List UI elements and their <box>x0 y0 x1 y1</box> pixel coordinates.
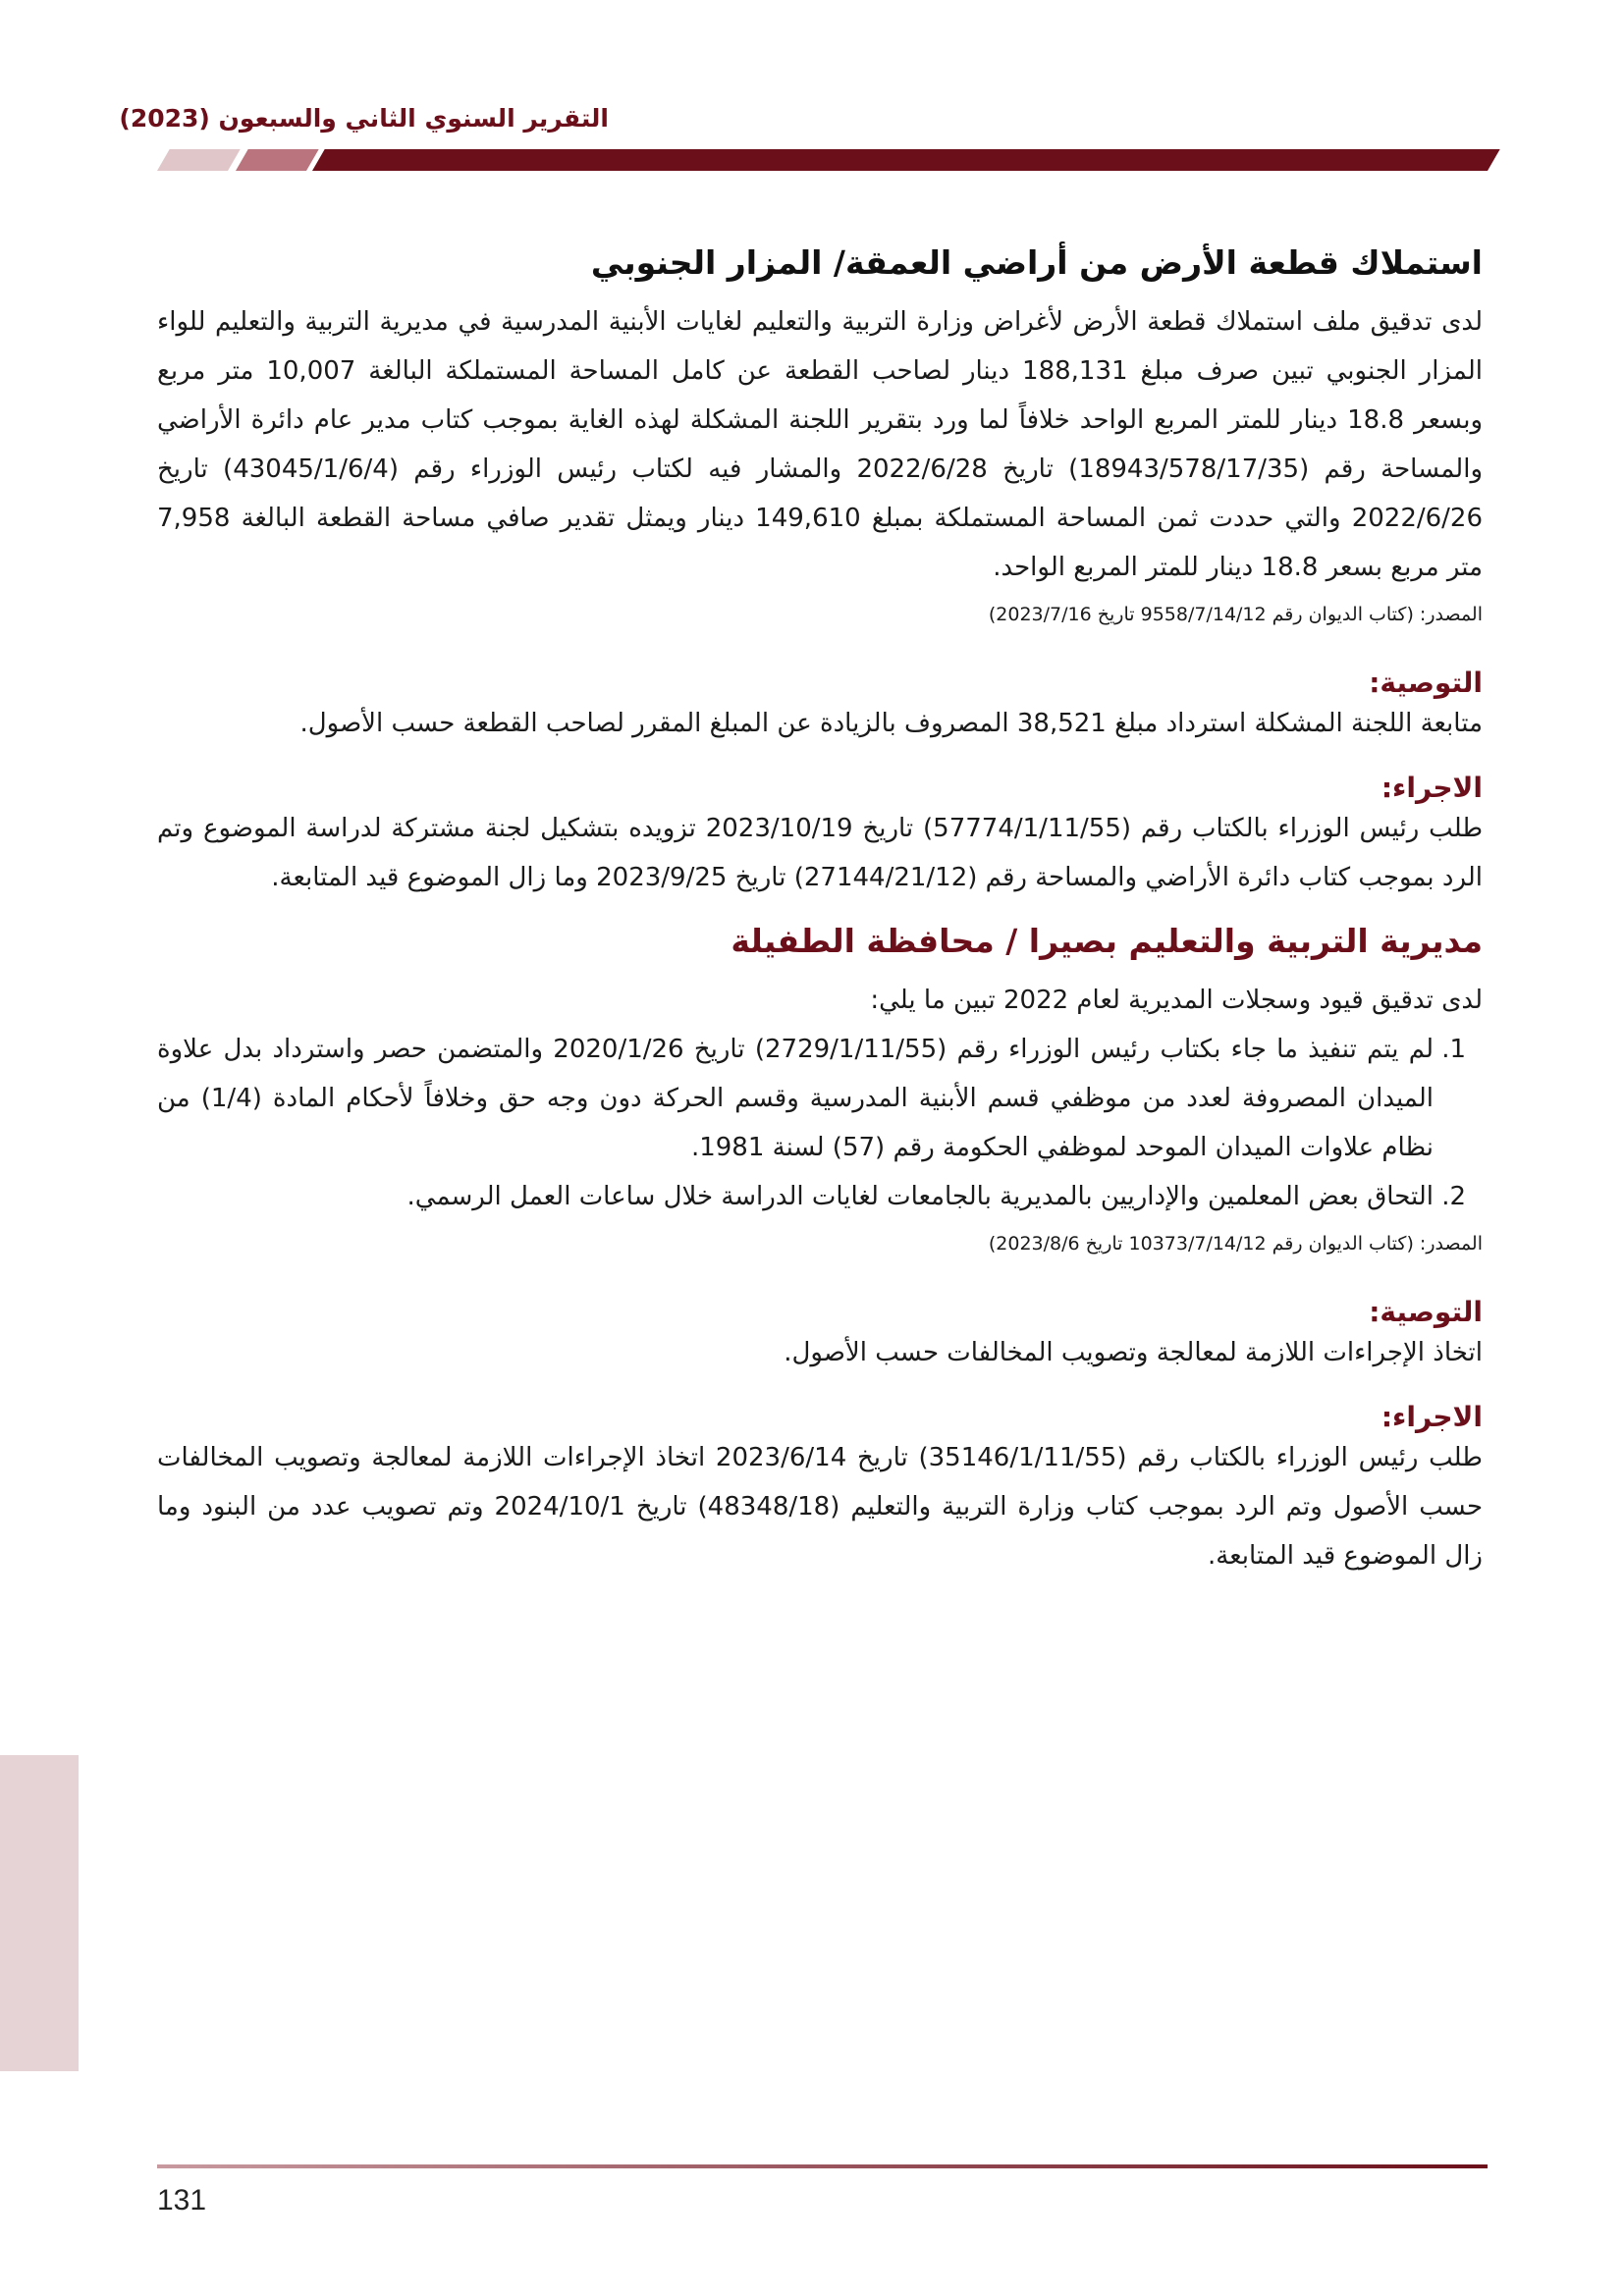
section1-body: لدى تدقيق ملف استملاك قطعة الأرض لأغراض وزارة التربية والتعليم لغايات الأبنية المدرسية في مديرية التربية والتعليم للواء المزار الجنوبي تبين صرف مبلغ 188,131 دينار لصاحب القطعة عن كامل المساحة المستملكة البالغة 10,007 متر مربع وبسعر 18.8 دينار للمتر المربع الواحد خلافاً لما ورد بتقرير اللجنة المشكلة لهذه الغاية بموجب كتاب مدير عام دائرة الأراضي والمساحة رقم (18943/578/17/35) تاريخ 2022/6/28 والمشار فيه لكتاب رئيس الوزراء رقم (43045/1/6/4) تاريخ 2022/6/26 والتي حددت ثمن المساحة المستملكة بمبلغ 149,610 دينار ويمثل تقدير صافي مساحة القطعة البالغة 7,958 متر مربع بسعر 18.8 دينار للمتر المربع الواحد. <box>157 307 1484 582</box>
section2-action: طلب رئيس الوزراء بالكتاب رقم (35146/1/11/55) تاريخ 2023/6/14 اتخاذ الإجراءات اللازمة لمعالجة وتصويب المخالفات حسب الأصول وتم الرد بموجب كتاب وزارة التربية والتعليم (48348/18) تاريخ 2024/10/1 وتم تصويب عدد من البنود وما زال الموضوع قيد المتابعة. <box>157 1443 1484 1571</box>
page-number: 131 <box>157 2184 207 2216</box>
report-header-title: التقرير السنوي الثاني والسبعون (2023) <box>119 104 609 133</box>
section1-source: المصدر: (كتاب الديوان رقم 9558/7/14/12 تاريخ 2023/7/16) <box>988 604 1483 625</box>
section2-action-label: الاجراء: <box>1380 1401 1483 1433</box>
header-bar-main <box>312 149 1500 171</box>
section2-intro: لدى تدقيق قيود وسجلات المديرية لعام 2022 تبين ما يلي: <box>870 986 1483 1015</box>
section2-recommendation: اتخاذ الإجراءات اللازمة لمعالجة وتصويب المخالفات حسب الأصول. <box>784 1338 1483 1367</box>
section2-recommendation-label: التوصية: <box>1369 1296 1483 1328</box>
section2-findings-list <box>157 1025 1483 1221</box>
side-tab-decoration <box>0 1755 79 2071</box>
page-content <box>157 243 1483 1580</box>
header-bar-mid <box>236 149 319 171</box>
list-item: 1. لم يتم تنفيذ ما جاء بكتاب رئيس الوزراء رقم (2729/1/11/55) تاريخ 2020/1/26 والمتضمن حصر واسترداد بدل علاوة الميدان المصروفة لعدد من موظفي قسم الأبنية المدرسية وقسم الحركة دون وجه حق وخلافاً لأحكام المادة (1/4) من نظام علاوات الميدان الموحد لموظفي الحكومة رقم (57) لسنة 1981. <box>157 1025 1434 1172</box>
section1-action-label: الاجراء: <box>1380 772 1483 804</box>
section1-recommendation: متابعة اللجنة المشكلة استرداد مبلغ 38,521 المصروف بالزيادة عن المبلغ المقرر لصاحب القطعة حسب الأصول. <box>299 709 1483 738</box>
section2-source: المصدر: (كتاب الديوان رقم 10373/7/14/12 تاريخ 2023/8/6) <box>988 1233 1483 1255</box>
section1-recommendation-label: التوصية: <box>1369 667 1483 699</box>
footer-rule <box>157 2164 1488 2168</box>
list-item: 2. التحاق بعض المعلمين والإداريين بالمديرية بالجامعات لغايات الدراسة خلال ساعات العمل الرسمي. <box>157 1172 1434 1221</box>
header-bar-light <box>157 149 241 171</box>
section1-action: طلب رئيس الوزراء بالكتاب رقم (57774/1/11/55) تاريخ 2023/10/19 تزويده بتشكيل لجنة مشتركة لدراسة الموضوع وتم الرد بموجب كتاب دائرة الأراضي والمساحة رقم (27144/21/12) تاريخ 2023/9/25 وما زال الموضوع قيد المتابعة. <box>157 814 1484 892</box>
header-bar-main-end <box>1375 149 1488 171</box>
section2-title: مديرية التربية والتعليم بصيرا / محافظة الطفيلة <box>731 922 1483 960</box>
section1-title: استملاك قطعة الأرض من أراضي العمقة/ المزار الجنوبي <box>590 243 1483 282</box>
